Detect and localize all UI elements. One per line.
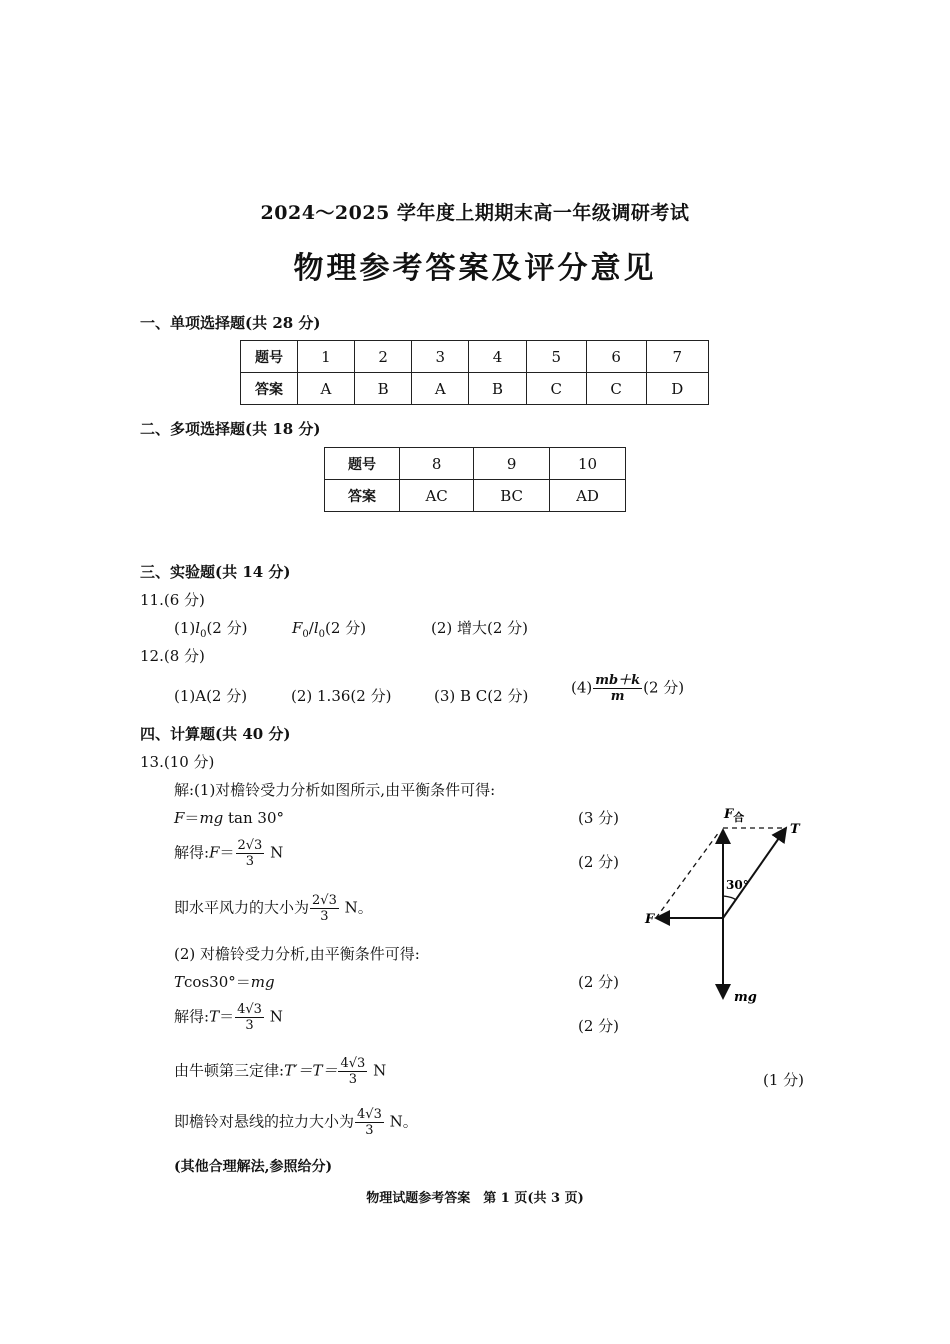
denominator: 3 — [245, 1018, 254, 1033]
table-cell: 6 — [586, 341, 646, 373]
question-12-part3: (3) B C(2 分) — [434, 687, 529, 705]
fraction — [235, 1002, 264, 1033]
text: N。 — [384, 1112, 418, 1131]
text: 0 — [318, 629, 326, 640]
grading-note: (其他合理解法,参照给分) — [174, 1159, 333, 1175]
table-cell: 4 — [469, 341, 527, 373]
table-row — [325, 480, 626, 512]
angle-arc — [723, 896, 736, 900]
denominator: 3 — [348, 1072, 358, 1087]
table-cell: BC — [474, 480, 550, 512]
solution-line-5: (2) 对檐铃受力分析,由平衡条件可得: — [174, 945, 420, 963]
text: 0 — [302, 629, 309, 640]
table-cell: 9 — [474, 448, 550, 480]
solution-line-1: 解:(1)对檐铃受力分析如图所示,由平衡条件可得: — [174, 781, 496, 799]
fraction — [338, 1056, 367, 1087]
question-12-label: 12.(8 分) — [140, 647, 205, 665]
table-cell: A — [412, 373, 469, 405]
fraction — [236, 838, 265, 869]
numerator: 2√3 — [237, 838, 263, 853]
numerator: mb＋k — [595, 673, 641, 688]
question-12-part2: (2) 1.36(2 分) — [291, 687, 392, 705]
text: cos30°＝ — [184, 973, 251, 991]
table-cell: D — [646, 373, 709, 405]
text: mg — [199, 809, 224, 827]
document-title: 物理参考答案及评分意见 — [293, 251, 657, 286]
section1-heading: 一、单项选择题(共 28 分) — [140, 314, 321, 332]
numerator: 2√3 — [312, 893, 337, 908]
multiple-choice-table — [324, 447, 626, 512]
text: (1) — [174, 619, 196, 637]
label-t: T — [790, 822, 800, 837]
page-footer: 物理试题参考答案 第 1 页(共 3 页) — [366, 1191, 584, 1206]
text: 由牛顿第三定律: — [174, 1061, 285, 1080]
text: / — [308, 619, 314, 637]
text: T — [174, 973, 185, 991]
text: F — [292, 619, 303, 637]
text: ＝ — [219, 843, 235, 862]
solution-line-3 — [174, 838, 283, 869]
label-f-resultant: $F_合$ — [724, 807, 745, 824]
denominator: 3 — [365, 1123, 374, 1138]
fraction — [593, 673, 642, 704]
table-row — [241, 373, 709, 405]
score-7: (2 分) — [578, 1017, 620, 1035]
text: mg — [250, 973, 275, 991]
question-11-part2: (2) 增大(2 分) — [431, 619, 529, 637]
table-cell: 7 — [646, 341, 709, 373]
exam-title: 2024～2025 学年度上期期末高一年级调研考试 — [260, 202, 690, 224]
denominator: m — [610, 689, 625, 704]
score-2: (3 分) — [578, 809, 620, 827]
text: ＝ — [219, 1007, 235, 1026]
section3-heading: 三、实验题(共 14 分) — [140, 563, 291, 581]
text: F — [174, 809, 185, 827]
table-cell: A — [298, 373, 355, 405]
solution-line-8 — [174, 1056, 386, 1087]
text: 解得: — [174, 843, 210, 862]
table-cell: 8 — [400, 448, 474, 480]
table-cell: 题号 — [241, 341, 298, 373]
numerator: 4√3 — [237, 1002, 262, 1017]
text: l — [313, 619, 319, 637]
solution-line-4 — [174, 893, 373, 924]
score-3: (2 分) — [578, 853, 620, 871]
table-cell: B — [354, 373, 412, 405]
table-cell: AC — [400, 480, 474, 512]
solution-line-2 — [174, 807, 284, 828]
table-cell: 10 — [549, 448, 625, 480]
table-cell: 答案 — [241, 373, 298, 405]
text: (4) — [571, 678, 593, 697]
table-cell: B — [469, 373, 527, 405]
text: ＝ — [184, 809, 200, 827]
text: 0 — [200, 629, 207, 640]
text: F — [209, 843, 220, 862]
score-6: (2 分) — [578, 973, 620, 991]
text: 解得: — [174, 1007, 210, 1026]
section4-heading: 四、计算题(共 40 分) — [140, 725, 291, 743]
table-cell: AD — [549, 480, 625, 512]
table-row — [241, 341, 709, 373]
table-cell: 3 — [412, 341, 469, 373]
text: l — [195, 619, 201, 637]
text: 即檐铃对悬线的拉力大小为 — [174, 1112, 355, 1131]
text: N — [264, 1007, 283, 1026]
solution-line-6 — [174, 971, 275, 992]
text: T′＝T＝ — [284, 1061, 338, 1080]
question-13-label: 13.(10 分) — [140, 753, 215, 771]
force-diagram — [640, 800, 810, 1010]
denominator: 3 — [245, 854, 255, 869]
denominator: 3 — [320, 909, 329, 924]
text: (2 分) — [206, 619, 248, 637]
question-11-label: 11.(6 分) — [140, 591, 205, 609]
label-f: F — [645, 912, 655, 927]
text: (2 分) — [643, 678, 685, 697]
table-cell: 5 — [526, 341, 586, 373]
tension-arrow — [723, 828, 786, 918]
solution-line-9 — [174, 1107, 418, 1138]
fraction — [355, 1107, 384, 1138]
text: N。 — [339, 898, 373, 917]
text: 即水平风力的大小为 — [174, 898, 310, 917]
question-12-part1: (1)A(2 分) — [174, 687, 248, 705]
table-cell: 答案 — [325, 480, 400, 512]
label-angle: 30° — [726, 878, 749, 892]
text: (2 分) — [325, 619, 367, 637]
table-cell: 1 — [298, 341, 355, 373]
text: N — [368, 1061, 387, 1080]
table-row — [325, 448, 626, 480]
numerator: 4√3 — [340, 1056, 366, 1071]
text: tan 30° — [223, 809, 285, 827]
score-8: (1 分) — [763, 1071, 805, 1089]
solution-line-7 — [174, 1002, 283, 1033]
text: T — [209, 1007, 220, 1026]
dashed-line — [656, 832, 719, 918]
table-cell: C — [586, 373, 646, 405]
question-11-part1 — [174, 617, 247, 640]
table-cell: C — [526, 373, 586, 405]
text: N — [265, 843, 284, 862]
question-12-part4 — [571, 673, 684, 704]
table-cell: 题号 — [325, 448, 400, 480]
fraction — [310, 893, 339, 924]
question-11-part1b — [292, 617, 366, 640]
section2-heading: 二、多项选择题(共 18 分) — [140, 420, 321, 438]
numerator: 4√3 — [357, 1107, 382, 1122]
single-choice-table — [240, 340, 709, 405]
table-cell: 2 — [354, 341, 412, 373]
label-mg: mg — [734, 990, 757, 1005]
